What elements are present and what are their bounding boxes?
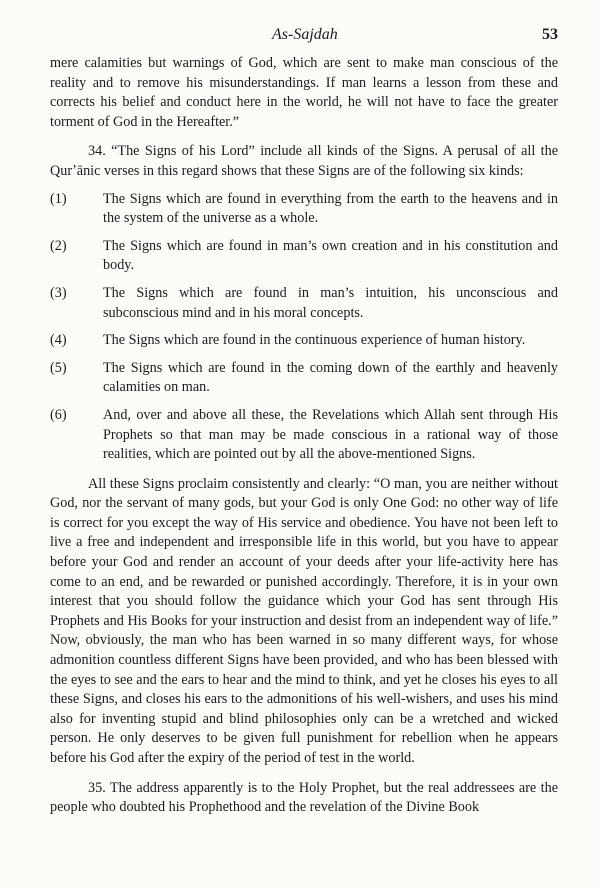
list-item-text: The Signs which are found in man’s own creation and in his constitution and body. (103, 237, 558, 274)
list-item (50, 406, 558, 465)
list-item (50, 284, 558, 323)
running-title: As-Sajdah (272, 26, 338, 43)
list-item-number: (2) (50, 237, 67, 254)
list-item-number: (6) (50, 406, 67, 423)
list-item (50, 331, 558, 351)
page-header (50, 24, 558, 54)
list-item-number: (4) (50, 332, 67, 349)
list-item-text: The Signs which are found in the continuous experience of human history. (103, 332, 526, 349)
paragraph-note-34: 34. “The Signs of his Lord” include all kinds of the Signs. A perusal of all the Qurʼānic verses in this regard shows that these Signs are of the following six kinds: (50, 143, 558, 179)
list-item-text: The Signs which are found in everything from the earth to the heavens and in the system of the universe as a whole. (103, 190, 558, 227)
paragraph-intro: mere calamities but warnings of God, which are sent to make man conscious of the reality and to remove his misunderstandings. If man learns a lesson from these and corrects his belief and conduct here in the world, he will not have to face the greater torment of God in the Hereafter.” (50, 55, 558, 130)
list-item-text: The Signs which are found in the coming down of the earthly and heavenly calamities on man. (103, 359, 558, 396)
list-item (50, 190, 558, 229)
list-item-text: And, over and above all these, the Revelations which Allah sent through His Prophets so that man may be made conscious in a rational way of those realities, which are pointed out by all the above-mentioned Signs. (103, 406, 558, 463)
book-page (50, 24, 558, 818)
list-item-number: (5) (50, 359, 67, 376)
paragraph-signs-proclaim: All these Signs proclaim consistently and clearly: “O man, you are neither without God, nor the servant of many gods, but your God is only One God: no other way of life is correct for you except the way of His service and obedience. You have not been left to live a free and independent and irresponsible life in this world, but you have to appear before your God and render an account of your deeds after your life-activity here has come to an end, and be rewarded or punished accordingly. Therefore, it is in your own interest that you should follow the guidance which your God has sent through His Prophets and His Books for your instruction and desist from an independent way of life.” Now, obviously, the man who has been warned in so many different ways, for whose admonition countless different Signs have been provided, and who has been blessed with the eyes to see and the ears to hear and the mind to think, and yet he closes his eyes to all these Signs, and closes his ears to the admonitions of his well-wishers, and uses his mind also for inventing stupid and blind philosophies only can be a wretched and wicked person. He only deserves to be given full punishment for rebellion when he appears before his God after the expiry of the period of test in the world. (50, 475, 558, 766)
list-item-number: (3) (50, 284, 67, 301)
paragraph-note-35: 35. The address apparently is to the Holy Prophet, but the real addressees are the people who doubted his Prophethood and the revelation of the Divine Book (50, 779, 558, 816)
list-item-number: (1) (50, 190, 67, 207)
list-item-text: The Signs which are found in man’s intuition, his unconscious and subconscious mind and in his moral concepts. (103, 284, 558, 321)
page-number: 53 (542, 26, 558, 43)
list-item (50, 237, 558, 276)
list-item (50, 359, 558, 398)
